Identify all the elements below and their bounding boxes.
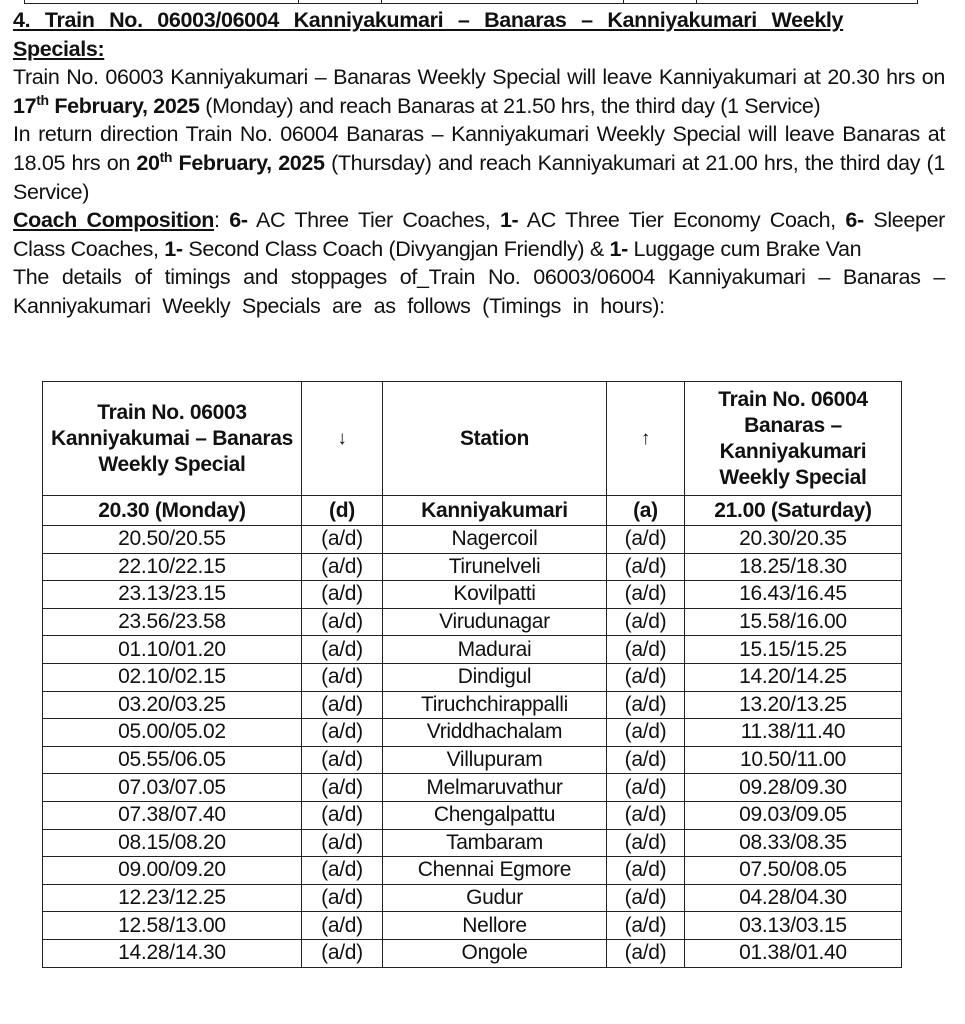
table-row — [43, 663, 902, 691]
station-name: Gudur — [383, 884, 607, 912]
up-time: 04.28/04.30 — [685, 884, 902, 912]
down-time: 07.38/07.40 — [43, 801, 302, 829]
down-code: (a/d) — [302, 526, 383, 554]
down-code: (a/d) — [302, 636, 383, 664]
down-code: (a/d) — [302, 608, 383, 636]
up-code: (a/d) — [607, 774, 685, 802]
coach-type: Sleeper Class Coaches, — [13, 208, 945, 261]
station-name: Kovilpatti — [383, 581, 607, 609]
coach-composition-label: Coach Composition — [13, 208, 215, 233]
up-time: 01.38/01.40 — [685, 939, 902, 967]
station-name: Madurai — [383, 636, 607, 664]
table-row — [43, 636, 902, 664]
coach-type: Second Class Coach (Divyangjan Friendly) & — [182, 236, 610, 261]
up-code: (a/d) — [607, 691, 685, 719]
up-time: 09.28/09.30 — [685, 774, 902, 802]
up-code: (a/d) — [607, 746, 685, 774]
up-time: 13.20/13.25 — [685, 691, 902, 719]
down-code: (a/d) — [302, 912, 383, 940]
up-time: 07.50/08.05 — [685, 857, 902, 885]
up-time: 21.00 (Saturday) — [685, 496, 902, 526]
up-code: (a/d) — [607, 719, 685, 747]
station-name: Chennai Egmore — [383, 857, 607, 885]
up-time: 16.43/16.45 — [685, 581, 902, 609]
outbound-paragraph — [13, 63, 945, 120]
station-name: Vriddhachalam — [383, 719, 607, 747]
down-code: (a/d) — [302, 939, 383, 967]
table-row — [43, 801, 902, 829]
coach-type: Luggage cum Brake Van — [627, 236, 862, 261]
return-text-end: (Thursday) and reach Kanniyakumari at 21.00 hrs, the third day (1 Service) — [13, 150, 945, 204]
previous-table-fragment — [24, 0, 918, 4]
down-time: 22.10/22.15 — [43, 553, 302, 581]
up-code: (a/d) — [607, 526, 685, 554]
down-code: (a/d) — [302, 774, 383, 802]
station-name: Tirunelveli — [383, 553, 607, 581]
outbound-date-suffix: th — [36, 91, 49, 108]
coach-composition-paragraph — [13, 206, 945, 263]
coach-type: AC Three Tier Economy Coach, — [518, 208, 846, 233]
section-heading-line2 — [13, 35, 945, 64]
up-time: 15.15/15.25 — [685, 636, 902, 664]
up-time: 03.13/03.15 — [685, 912, 902, 940]
up-time: 11.38/11.40 — [685, 719, 902, 747]
up-time: 14.20/14.25 — [685, 663, 902, 691]
down-code: (a/d) — [302, 663, 383, 691]
section-heading: 4. Train No. 06003/06004 Kanniyakumari – Banaras – Kanniyakumari Weekly — [13, 8, 844, 32]
down-time: 01.10/01.20 — [43, 636, 302, 664]
down-time: 12.58/13.00 — [43, 912, 302, 940]
up-code: (a/d) — [607, 608, 685, 636]
return-date-suffix: th — [159, 148, 173, 165]
station-name: Ongole — [383, 939, 607, 967]
station-name: Nellore — [383, 912, 607, 940]
document-body — [13, 6, 945, 321]
table-row — [43, 553, 902, 581]
table-row — [43, 581, 902, 609]
down-time: 07.03/07.05 — [43, 774, 302, 802]
down-code: (a/d) — [302, 857, 383, 885]
return-date-day: 20 — [136, 150, 160, 175]
table-row — [43, 608, 902, 636]
station-name: Nagercoil — [383, 526, 607, 554]
up-code: (a/d) — [607, 636, 685, 664]
up-time: 15.58/16.00 — [685, 608, 902, 636]
up-code: (a) — [607, 496, 685, 526]
return-text-start: In return direction Train No. 06004 Banaras – Kanniyakumari Weekly Special will leave Banaras at 18.05 hrs on — [13, 122, 945, 175]
table-row — [43, 746, 902, 774]
down-arrow-icon: ↓ — [302, 382, 383, 496]
table-row — [43, 719, 902, 747]
station-name: Tiruchchirappalli — [383, 691, 607, 719]
down-time: 08.15/08.20 — [43, 829, 302, 857]
down-time: 02.10/02.15 — [43, 663, 302, 691]
down-time: 05.00/05.02 — [43, 719, 302, 747]
coach-colon: : — [214, 208, 230, 233]
up-time: 20.30/20.35 — [685, 526, 902, 554]
down-time: 23.56/23.58 — [43, 608, 302, 636]
coach-type: AC Three Tier Coaches, — [247, 208, 500, 233]
coach-count: 6- — [845, 208, 864, 233]
table-row-origin — [43, 496, 902, 526]
down-time: 14.28/14.30 — [43, 939, 302, 967]
down-time: 20.50/20.55 — [43, 526, 302, 554]
table-divider — [298, 0, 299, 3]
table-row — [43, 526, 902, 554]
down-code: (d) — [302, 496, 383, 526]
down-time: 20.30 (Monday) — [43, 496, 302, 526]
outbound-text-end: (Monday) and reach Banaras at 21.50 hrs, the third day (1 Service) — [199, 93, 821, 118]
table-row — [43, 857, 902, 885]
table-row — [43, 912, 902, 940]
table-row — [43, 884, 902, 912]
coach-count: 1- — [499, 208, 519, 233]
timetable — [42, 381, 902, 968]
return-date-rest: February, 2025 — [172, 150, 325, 175]
station-name: Melmaruvathur — [383, 774, 607, 802]
table-divider — [623, 0, 624, 3]
down-code: (a/d) — [302, 884, 383, 912]
header-station: Station — [383, 382, 607, 496]
down-code: (a/d) — [302, 746, 383, 774]
down-time: 09.00/09.20 — [43, 857, 302, 885]
outbound-date-rest: February, 2025 — [48, 93, 200, 118]
table-divider — [696, 0, 697, 3]
header-train-06003: Train No. 06003 Kanniyakumai – Banaras Weekly Special — [43, 382, 302, 496]
return-paragraph — [13, 120, 945, 206]
down-code: (a/d) — [302, 581, 383, 609]
station-name: Villupuram — [383, 746, 607, 774]
up-time: 10.50/11.00 — [685, 746, 902, 774]
down-time: 23.13/23.15 — [43, 581, 302, 609]
up-time: 09.03/09.05 — [685, 801, 902, 829]
table-divider — [381, 0, 382, 3]
coach-count: 6- — [229, 208, 248, 233]
up-time: 08.33/08.35 — [685, 829, 902, 857]
down-code: (a/d) — [302, 829, 383, 857]
down-code: (a/d) — [302, 719, 383, 747]
section-heading-continuation: Specials: — [13, 36, 105, 61]
station-name: Kanniyakumari — [383, 496, 607, 526]
coach-count: 1- — [609, 236, 628, 261]
up-code: (a/d) — [607, 857, 685, 885]
up-code: (a/d) — [607, 912, 685, 940]
down-code: (a/d) — [302, 801, 383, 829]
outbound-date — [13, 91, 200, 118]
down-code: (a/d) — [302, 691, 383, 719]
up-code: (a/d) — [607, 801, 685, 829]
table-header-row — [43, 382, 902, 496]
station-name: Dindigul — [383, 663, 607, 691]
table-row — [43, 774, 902, 802]
return-date — [136, 148, 325, 175]
up-code: (a/d) — [607, 829, 685, 857]
station-name: Virudunagar — [383, 608, 607, 636]
up-time: 18.25/18.30 — [685, 553, 902, 581]
up-code: (a/d) — [607, 553, 685, 581]
station-name: Chengalpattu — [383, 801, 607, 829]
station-name: Tambaram — [383, 829, 607, 857]
down-time: 03.20/03.25 — [43, 691, 302, 719]
outbound-text-start: Train No. 06003 Kanniyakumari – Banaras Weekly Special will leave Kanniyakumari at 20.30 hrs on — [13, 65, 945, 90]
down-time: 05.55/06.05 — [43, 746, 302, 774]
table-row — [43, 691, 902, 719]
up-code: (a/d) — [607, 884, 685, 912]
coach-count: 1- — [164, 236, 183, 261]
up-code: (a/d) — [607, 581, 685, 609]
down-code: (a/d) — [302, 553, 383, 581]
outbound-date-day: 17 — [13, 93, 37, 118]
up-code: (a/d) — [607, 663, 685, 691]
down-time: 12.23/12.25 — [43, 884, 302, 912]
details-intro-paragraph: The details of timings and stoppages of_Train No. 06003/06004 Kanniyakumari – Banaras – Kanniyakumari Weekly Specials are as follows (Timings in hours): — [13, 265, 945, 318]
table-row — [43, 939, 902, 967]
up-code: (a/d) — [607, 939, 685, 967]
up-arrow-icon: ↑ — [607, 382, 685, 496]
table-row — [43, 829, 902, 857]
header-train-06004: Train No. 06004 Banaras – Kanniyakumari Weekly Special — [685, 382, 902, 496]
